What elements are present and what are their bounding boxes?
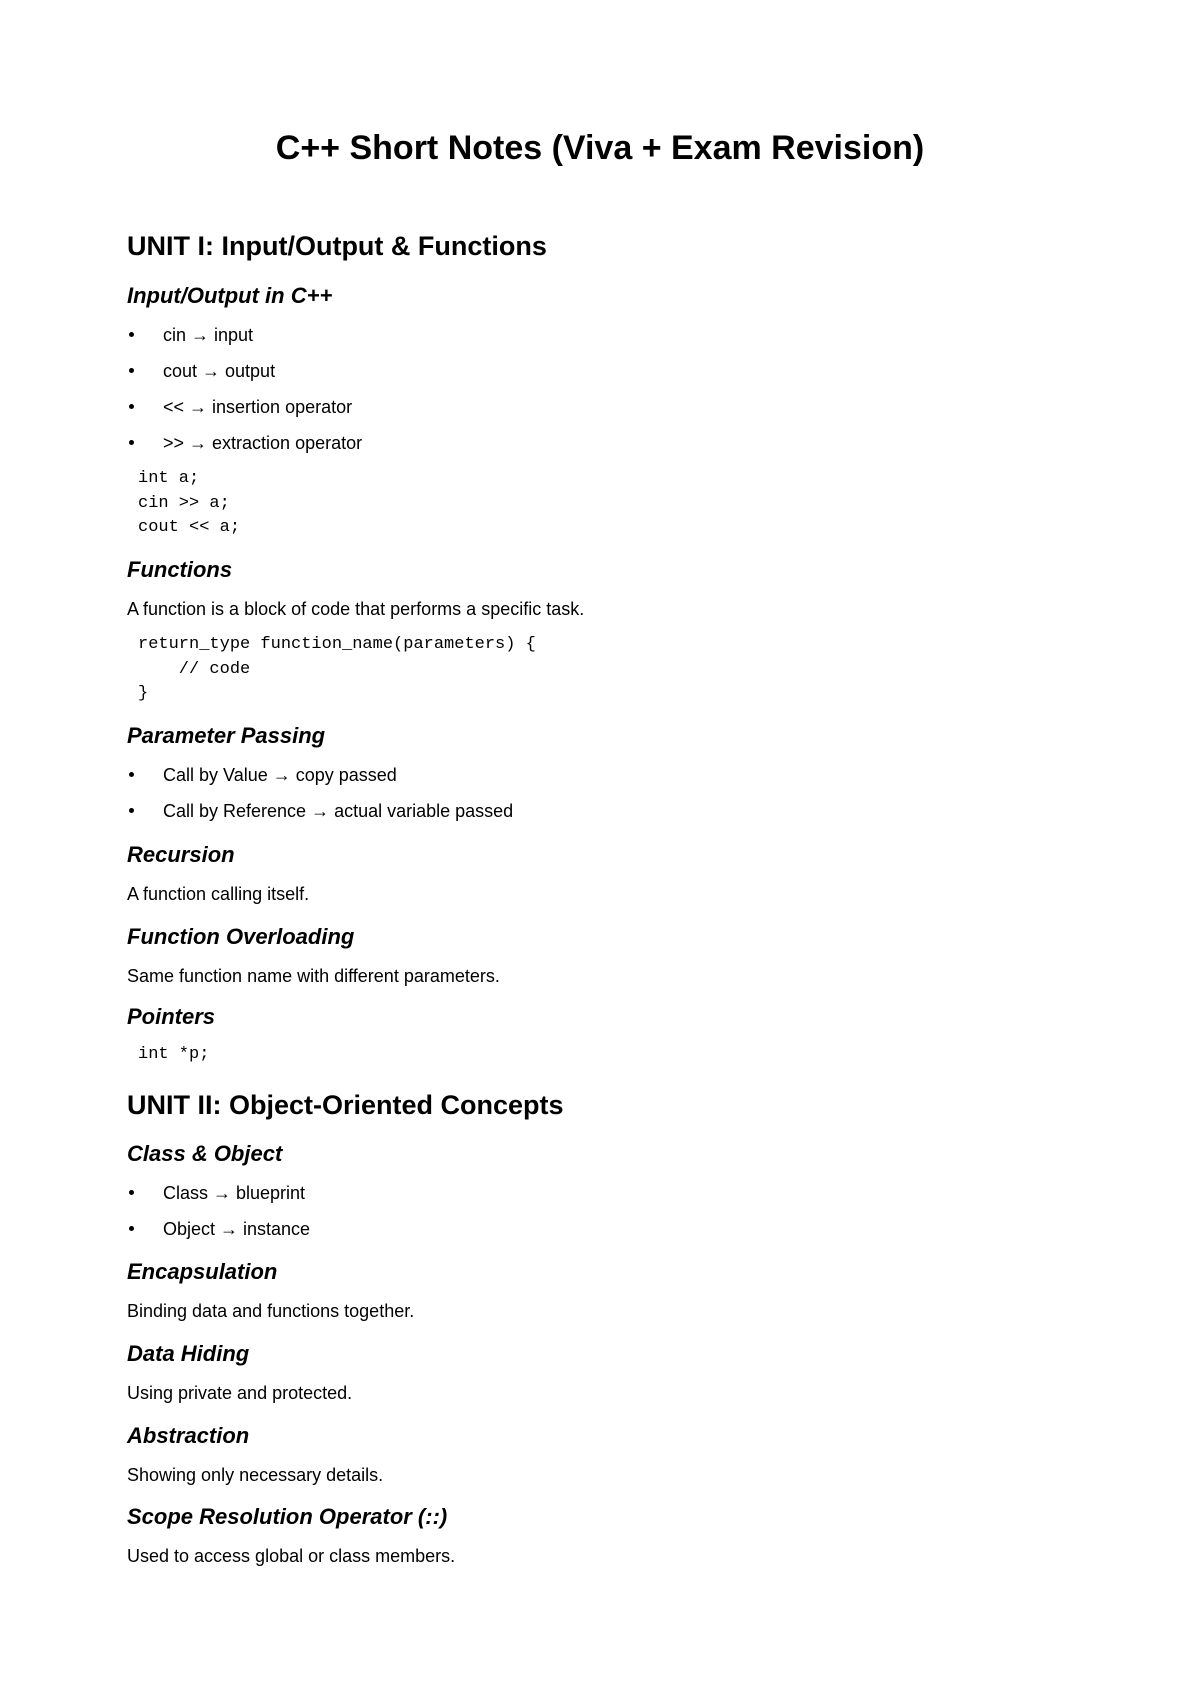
- bullet-text: cin → input: [163, 325, 254, 345]
- code-line: return_type function_name(parameters) {: [138, 635, 536, 654]
- bullet-icon: [129, 772, 134, 777]
- overloading-text: Same function name with different parameters.: [127, 966, 500, 986]
- bullet-text: >> → extraction operator: [163, 433, 363, 453]
- io-bullet-cin: [127, 324, 253, 346]
- io-bullet-insertion: [127, 396, 352, 418]
- code-line: int *p;: [138, 1045, 210, 1064]
- object-bullet: [127, 1218, 310, 1240]
- abstraction-text: Showing only necessary details.: [127, 1465, 384, 1485]
- unit-2-heading: UNIT II: Object-Oriented Concepts: [127, 1090, 564, 1120]
- io-bullet-extraction: [127, 432, 362, 454]
- pointers-heading: Pointers: [127, 1004, 216, 1029]
- recursion-heading: Recursion: [127, 842, 235, 867]
- functions-code-block: [138, 633, 536, 707]
- bullet-text: Class → blueprint: [163, 1183, 306, 1203]
- bullet-icon: [129, 1226, 134, 1231]
- overloading-heading: Function Overloading: [127, 924, 355, 949]
- recursion-text: A function calling itself.: [127, 884, 310, 904]
- bullet-icon: [129, 440, 134, 445]
- bullet-icon: [129, 368, 134, 373]
- bullet-icon: [129, 808, 134, 813]
- io-bullet-cout: [127, 360, 275, 382]
- param-bullet-value: [127, 764, 397, 786]
- bullet-icon: [129, 404, 134, 409]
- functions-heading: Functions: [127, 557, 233, 582]
- code-line: int a;: [138, 469, 200, 488]
- data-hiding-text: Using private and protected.: [127, 1383, 353, 1403]
- bullet-text: cout → output: [163, 361, 276, 381]
- io-heading: Input/Output in C++: [127, 283, 333, 308]
- unit-1-heading: UNIT I: Input/Output & Functions: [127, 231, 547, 261]
- bullet-text: Call by Reference → actual variable passed: [163, 801, 514, 821]
- code-line: cout << a;: [138, 518, 241, 537]
- pointers-code-block: [138, 1043, 209, 1068]
- parameter-passing-heading: Parameter Passing: [127, 723, 326, 748]
- data-hiding-heading: Data Hiding: [127, 1341, 250, 1366]
- io-code-block: [138, 467, 240, 541]
- bullet-text: Call by Value → copy passed: [163, 765, 397, 785]
- code-line: // code: [138, 659, 251, 679]
- scope-resolution-text: Used to access global or class members.: [127, 1546, 456, 1566]
- bullet-text: << → insertion operator: [163, 397, 353, 417]
- document-title: C++ Short Notes (Viva + Exam Revision): [275, 129, 925, 167]
- bullet-text: Object → instance: [163, 1219, 311, 1239]
- class-bullet: [127, 1182, 305, 1204]
- abstraction-heading: Abstraction: [127, 1423, 250, 1448]
- class-object-heading: Class & Object: [127, 1141, 283, 1166]
- encapsulation-heading: Encapsulation: [127, 1259, 278, 1284]
- scope-resolution-heading: Scope Resolution Operator (::): [127, 1504, 448, 1529]
- bullet-icon: [129, 1190, 134, 1195]
- bullet-icon: [129, 332, 134, 337]
- param-bullet-reference: [127, 800, 513, 822]
- code-line: cin >> a;: [138, 493, 230, 513]
- encapsulation-text: Binding data and functions together.: [127, 1301, 415, 1321]
- functions-text: A function is a block of code that performs a specific task.: [127, 599, 585, 619]
- code-line: }: [138, 684, 149, 703]
